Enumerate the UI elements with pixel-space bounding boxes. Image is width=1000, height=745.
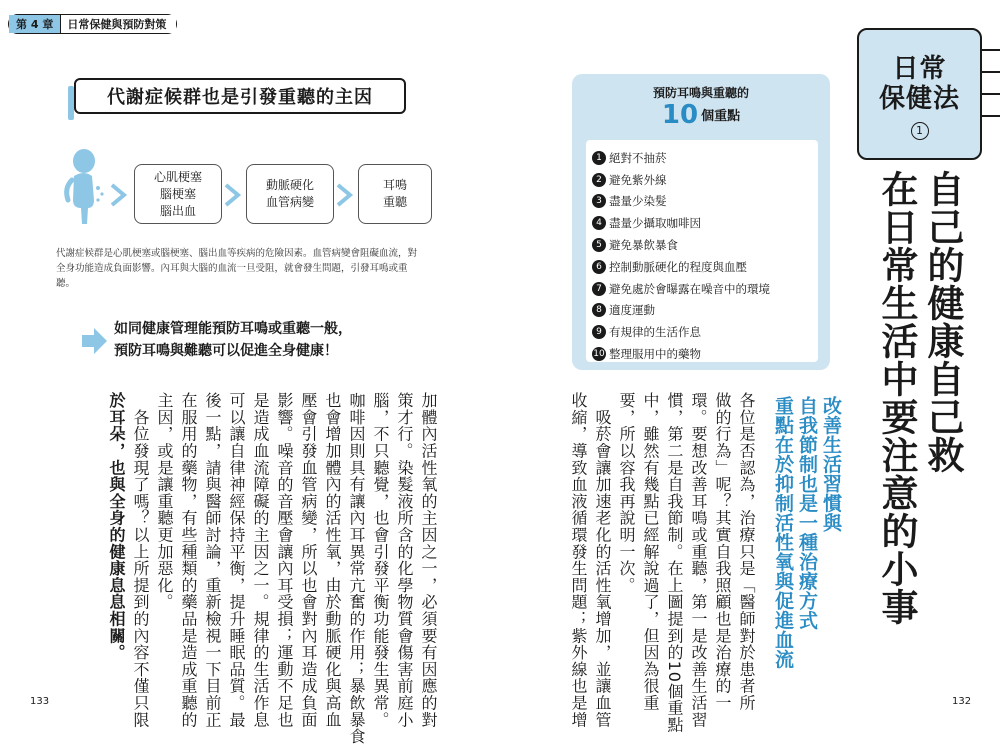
right-body-col-5: 中，雖然有幾點已經解說過了，但因為很重 [641,392,660,712]
flow-box-disease-line2: 腦梗塞 [159,186,196,201]
card-subtitle [572,100,830,130]
item-number: 5 [592,238,606,252]
item-text: 避免處於會曝露在噪音中的環境 [609,281,770,296]
flow-box-hearing [358,164,432,224]
method-title-line2: 保健法 [878,84,960,114]
left-body-col-2: 策才行。染髮液所含的化學物質會傷害前庭小 [395,392,414,728]
list-item [592,300,816,322]
left-body-col-12: 主因，或是讓重聽更加惡化。 [155,392,174,611]
left-body-col-10: 後一點，請與醫師討論，重新檢視一下目前正 [203,392,222,728]
list-item [592,191,816,213]
chapter-tab [8,14,177,34]
callout-line2: 預防耳鳴與難聽可以促進全身健康！ [114,343,338,359]
right-body-col-3: 環。要想改善耳鳴或重聽，第一是改善生活習 [689,392,708,728]
flow-box-artery-line2: 血管病變 [265,195,314,209]
left-body-col-11: 在服用的藥物，有些種類的藥品是造成重聽的 [179,392,198,728]
page-number-left: 133 [30,696,50,707]
subheading-col-2: 自我節制也是一種治療方式 [796,396,818,630]
item-text: 避免暴飲暴食 [609,238,678,253]
item-number: 1 [592,151,606,165]
flow-box-disease [134,164,222,224]
item-text: 控制動脈硬化的程度與血壓 [609,259,747,274]
left-body-col-8: 是造成血流障礙的主因之一。規律的生活作息 [251,392,270,728]
list-item [592,256,816,278]
callout-text [114,318,434,362]
flow-arrow-1 [108,182,132,208]
key-points-list [592,147,816,365]
flow-box-disease-line1: 心肌梗塞 [153,169,202,184]
item-text: 適度運動 [609,303,655,318]
left-body-col-5: 也會增加體內的活性氧，由於動脈硬化與高血 [323,392,342,728]
item-number: 10 [593,349,605,360]
flow-box-artery [246,164,334,224]
method-title-line1: 日常 [892,54,947,84]
item-text: 避免紫外線 [609,172,667,187]
left-body-col-14: 於耳朵，也與全身的健康息息相關。 [107,392,126,661]
flow-box-disease-line3: 腦出血 [159,203,196,218]
subheading-col-1: 改善生活習慣與 [820,396,842,533]
list-item [592,234,816,256]
right-body-col-7: 吸菸會讓加速老化的活性氧增加，並讓血管 [593,392,612,728]
right-body-col-6: 要，所以容我再說明一次。 [617,392,636,594]
item-number: 8 [592,303,606,317]
page-number-right: 132 [952,696,972,707]
method-title-box [857,28,982,160]
list-item [592,343,816,365]
method-number: 1 [911,122,929,140]
left-body-col-6: 壓會引發血管病變，所以也會對內耳造成負面 [299,392,318,728]
flow-box-hearing-line1: 耳鳴 [382,178,407,192]
list-item [592,147,816,169]
item-number: 4 [592,216,606,230]
item-text: 絕對不抽菸 [609,150,667,165]
flow-box-artery-line1: 動脈硬化 [265,178,314,192]
left-body-col-1: 加體內活性氧的主因之一，必須要有因應的對 [419,392,438,728]
left-body-col-7: 影響。噪音的音壓會讓內耳受損；運動不足也 [275,392,294,728]
list-item [592,278,816,300]
left-body-col-3: 腦，不只聽覺，也會引發平衡功能發生異常。 [371,392,390,728]
decorative-lines [982,44,1000,144]
main-title-col-2: 在日常生活中要注意的小事 [875,170,918,626]
left-body-col-9: 可以讓自律神經保持平衡，提升睡眠品質。最 [227,392,246,728]
card-count: 10 [661,100,699,130]
item-text: 盡量少染髮 [609,194,667,209]
card-title: 預防耳鳴與重聽的 [652,86,749,100]
right-body-col-8: 收縮，導致血液循環發生問題；紫外線也是增 [569,392,588,728]
main-title-col-1: 自己的健康自己救 [921,170,964,474]
flow-box-hearing-line2: 重聽 [382,195,407,209]
chapter-number: 第 4 章 [9,15,61,33]
item-number: 9 [592,325,606,339]
list-item [592,321,816,343]
chapter-title: 日常保健與預防對策 [61,15,176,33]
item-number: 6 [592,260,606,274]
item-number: 2 [592,173,606,187]
callout-line1: 如同健康管理能預防耳鳴或重聽一般， [114,321,352,337]
section-heading: 代謝症候群也是引發重聽的主因 [74,78,406,114]
left-body-col-13: 各位發現了嗎？以上所提到的內容不僅只限 [131,392,150,728]
item-number: 7 [592,282,606,296]
list-item [592,169,816,191]
subheading-col-3: 重點在於抑制活性氧與促進血流 [772,396,794,669]
flow-arrow-2 [222,182,246,208]
human-figure-icon [58,148,108,228]
callout-arrow-icon [82,327,108,355]
item-number: 3 [592,194,606,208]
flow-arrow-3 [334,182,358,208]
list-item [592,212,816,234]
left-body-col-4: 咖啡因則具有讓內耳異常亢奮的作用；暴飲暴食 [347,392,366,745]
item-text: 整理服用中的藥物 [609,347,701,362]
card-count-suffix: 個重點 [701,109,741,124]
right-body-col-2: 做的行為」呢？其實自我照顧也是治療的一 [713,392,732,712]
right-body-col-4: 慣，第二是自我節制。在上圖提到的10個重點 [665,392,684,734]
item-text: 盡量少攝取咖啡因 [609,216,701,231]
right-body-col-1: 各位是否認為，治療只是「醫師對於患者所 [737,392,756,712]
diagram-caption: 代謝症候群是心肌梗塞或腦梗塞、腦出血等疾病的危險因素。血管病變會阻礙血流，對全身功能造成負面影響。內耳與大腦的血流一旦受阻，就會發生問題，引發耳鳴或重聽。 [56,248,418,289]
item-text: 有規律的生活作息 [609,325,701,340]
